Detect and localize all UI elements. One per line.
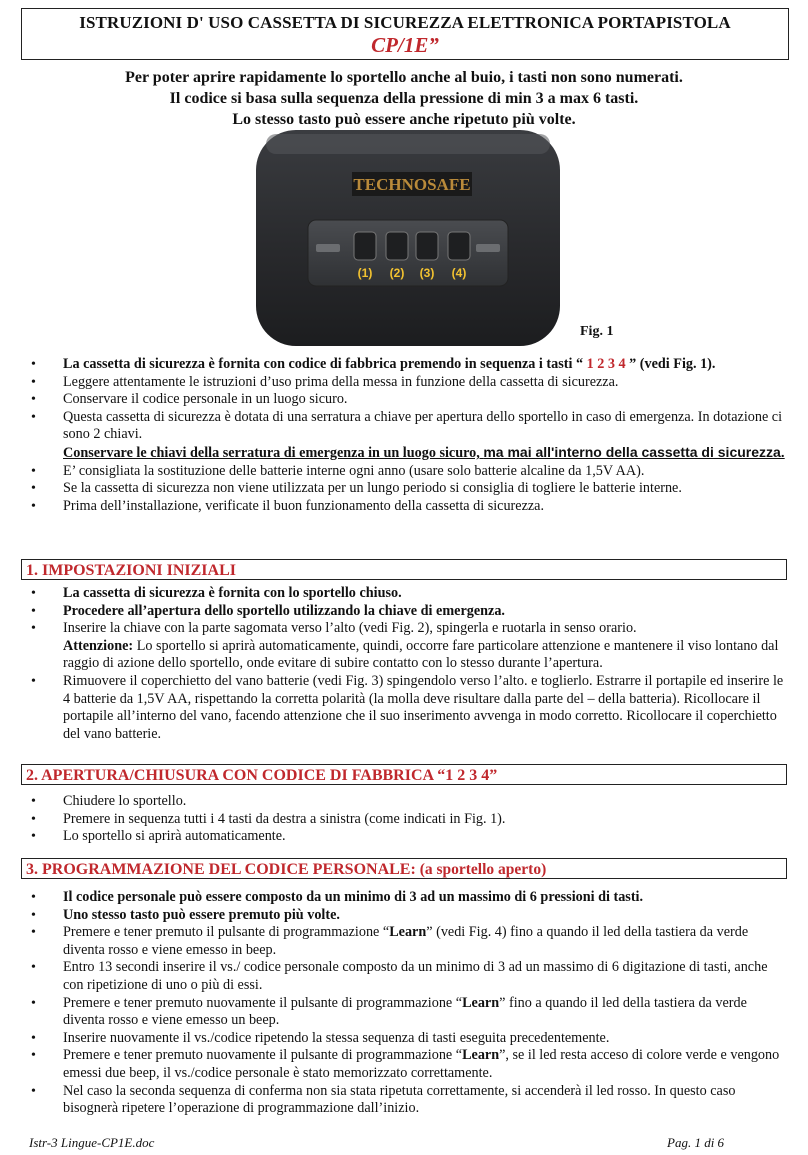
list-item: • Conservare il codice personale in un luogo sicuro. xyxy=(22,391,788,409)
key-2 xyxy=(386,232,408,260)
initial-settings-section xyxy=(22,585,788,743)
list-item: • Leggere attentamente le istruzioni d’uso prima della messa in funzione della cassetta di sicurezza. xyxy=(22,374,788,392)
key-label-4: (4) xyxy=(451,266,467,280)
list-item: • Questa cassetta di sicurezza è dotata di una serratura a chiave per apertura dello sportello in caso di emergenza. In dotazione ci sono 2 chiavi. xyxy=(22,409,788,444)
key-4 xyxy=(448,232,470,260)
factory-code: 1 2 3 4 xyxy=(583,356,630,372)
list-item: • Nel caso la seconda sequenza di conferma non sia stata ripetuta correttamente, si accenderà il led rosso. In questo caso bisognerà ripetere l’operazione di programmazione dall’inizio. xyxy=(22,1083,788,1118)
list-item: • Prima dell’installazione, verificate il buon funzionamento della cassetta di sicurezza. xyxy=(22,498,788,516)
model-name: CP/1E” xyxy=(371,33,439,57)
keypad-slot-right xyxy=(476,244,500,252)
key-storage-warning: Conservare le chiavi della serratura di emergenza in un luogo sicuro, ma mai all'interno della cassetta di sicurezza. xyxy=(63,443,785,461)
section-heading-factory-code: 2. APERTURA/CHIUSURA CON CODICE DI FABBRICA “1 2 3 4” xyxy=(21,764,787,785)
list-item: • Premere e tener premuto nuovamente il pulsante di programmazione “Learn” fino a quando il led della tastiera da verde diventa rosso e viene emesso un beep. xyxy=(22,995,788,1030)
list-item: • Uno stesso tasto può essere premuto più volte. xyxy=(22,907,788,925)
section-heading-personal-code: 3. PROGRAMMAZIONE DEL CODICE PERSONALE: (a sportello aperto) xyxy=(21,858,787,879)
list-item: • Il codice personale può essere composto da un minimo di 3 ad un massimo di 6 pressioni di tasti. xyxy=(22,889,788,907)
figure-caption: Fig. 1 xyxy=(580,324,614,339)
keypad-slot-left xyxy=(316,244,340,252)
intro-line: Per poter aprire rapidamente lo sportello anche al buio, i tasti non sono numerati. xyxy=(125,69,683,86)
list-item: • Chiudere lo sportello. xyxy=(22,793,788,811)
safe-top-edge xyxy=(266,134,550,154)
list-item: • Procedere all’apertura dello sportello utilizzando la chiave di emergenza. xyxy=(22,603,788,621)
list-item: • Premere e tener premuto nuovamente il pulsante di programmazione “Learn”, se il led resta acceso di colore verde e vengono emessi due beep, il vs./codice personale è stato memorizzato correttamente. xyxy=(22,1047,788,1082)
list-item: • Premere in sequenza tutti i 4 tasti da destra a sinistra (come indicati in Fig. 1). xyxy=(22,811,788,829)
attention-label: Attenzione: xyxy=(63,637,134,654)
list-item: • Rimuovere il coperchietto del vano batterie (vedi Fig. 3) spingendolo verso l’alto. e toglierlo. Estrarre il portapile ed inserire le 4 batterie da 1,5V AA, rispettando la corretta polarità (la molla deve risultare dalla parte del – della batteria). Ricollocare il portapile all’interno del vano, facendo attenzione che il suo inserimento avvenga in modo corretto. Ricollocare il coperchietto del vano batterie. xyxy=(22,673,788,743)
general-notes xyxy=(22,356,788,515)
key-3 xyxy=(416,232,438,260)
list-item: • Entro 13 secondi inserire il vs./ codice personale composto da un minimo di 3 ad un massimo di 6 digitazione di tasti, anche con ripetizione di uno o più di essi. xyxy=(22,959,788,994)
safe-keypad-photo xyxy=(252,128,564,348)
intro xyxy=(0,67,808,130)
factory-code-section xyxy=(22,793,788,846)
document-title: ISTRUZIONI D' USO CASSETTA DI SICUREZZA ELETTRONICA PORTAPISTOLA xyxy=(79,13,731,32)
intro-line: Il codice si basa sulla sequenza della pressione di min 3 a max 6 tasti. xyxy=(169,90,639,107)
key-label-1: (1) xyxy=(357,266,373,280)
list-item: • Premere e tener premuto il pulsante di programmazione “Learn” (vedi Fig. 4) fino a quando il led della tastiera da verde diventa rosso e viene emesso in beep. xyxy=(22,924,788,959)
footer-document-name: Istr-3 Lingue-CP1E.doc xyxy=(29,1135,155,1150)
list-item: • La cassetta di sicurezza è fornita con codice di fabbrica premendo in sequenza i tasti “ 1 2 3 4 ” (vedi Fig. 1). xyxy=(22,356,788,374)
key-label-3: (3) xyxy=(419,266,435,280)
list-item: • Inserire nuovamente il vs./codice ripetendo la stessa sequenza di tasti eseguita precedentemente. xyxy=(22,1030,788,1048)
list-item: • Lo sportello si aprirà automaticamente. xyxy=(22,828,788,846)
key-label-2: (2) xyxy=(389,266,405,280)
footer-page-number: Pag. 1 di 6 xyxy=(667,1135,725,1150)
brand-text: TECHNOSAFE xyxy=(353,175,471,194)
list-item: • E’ consigliata la sostituzione delle batterie interne ogni anno (usare solo batterie alcaline da 1,5V AA). xyxy=(22,463,788,481)
list-item: • La cassetta di sicurezza è fornita con lo sportello chiuso. xyxy=(22,585,788,603)
list-item: • Se la cassetta di sicurezza non viene utilizzata per un lungo periodo si consiglia di togliere le batterie interne. xyxy=(22,480,788,498)
title-box xyxy=(21,8,789,60)
section-heading-initial-settings: 1. IMPOSTAZIONI INIZIALI xyxy=(21,559,787,580)
key-1 xyxy=(354,232,376,260)
list-item: • Inserire la chiave con la parte sagomata verso l’alto (vedi Fig. 2), spingerla e ruotarla in senso orario. Attenzione: Lo sportello si aprirà automaticamente, quindi, occorre fare particolare attenzione e mantenere il viso lontano dal raggio di azione dello sportello, onde evitare di subire contatto con lo stesso durante l’apertura. xyxy=(22,620,788,673)
personal-code-section xyxy=(22,889,788,1118)
intro-line: Lo stesso tasto può essere anche ripetuto più volte. xyxy=(232,111,576,128)
